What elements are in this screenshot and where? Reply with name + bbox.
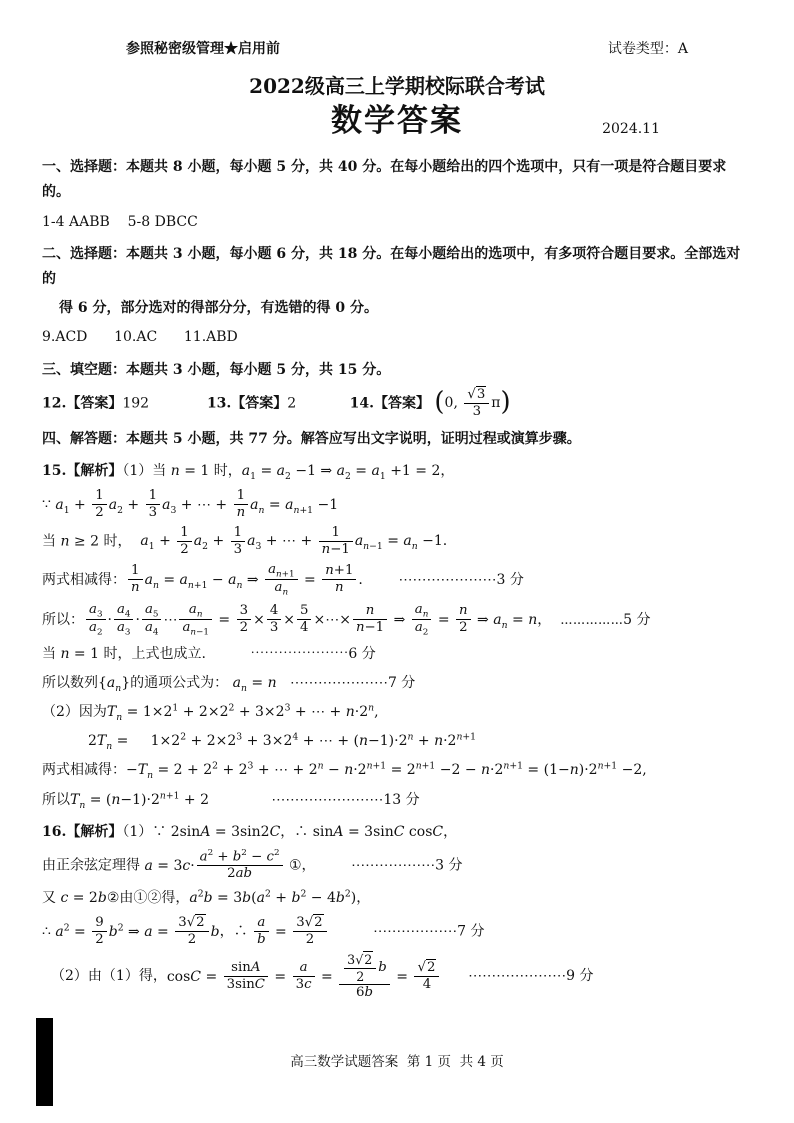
problem-15-line-1: 15.【解析】（1）当 n = 1 时，$a_1 = a_2 -1$ ⇒ $a_2 = a_1 +1 = 2$， [42,462,455,482]
subject-title-row [42,101,752,141]
problem-16-line-3: 又 c = 2b②由①②得，$a^2b = 3b(a^2 + b^2 - 4b^2)$， [42,888,371,907]
problem-16-line-1: 16.【解析】（1）∵ 2sinA = 3sin2C，∴ sinA = 3sinC cosC， [42,823,458,840]
page-footer: 高三数学试题答案 第 1 页 共 4 页 [290,1054,504,1070]
section-1-title: 一、选择题：本题共 8 小题，每小题 5 分，共 40 分。在每小题给出的四个选项中，只有一项是符合题目要求的。 [42,159,727,201]
section-3-fill-in-answers: 12.【答案】192 13.【答案】2 14.【答案】 (0, $\frac{√3}{3}$ π) [42,386,511,419]
problem-16-line-4: ∴ $a^2$ = $\frac{9}{2}$ $b^2$ ⇒ a = $\frac{3√2}{2}$ b，∴ $\frac{a}{b}$ = $\frac{3√2}{2}$ ⋯⋯⋯⋯⋯⋯7 分 [42,915,485,948]
exam-title: 2022级高三上学期校际联合考试 [249,74,545,98]
problem-15-line-8: （2）因为$T_n = 1\times 2^1 + 2\times 2^2 + 3\times 2^3$ + ⋯ + $n\cdot 2^n$, [42,702,379,723]
paper-type-label: 试卷类型：A [607,41,688,57]
section-2-title-line-1: 二、选择题：本题共 3 小题，每小题 6 分，共 18 分。在每小题给出的选项中，有多项符合题目要求。全部选对的 [42,245,741,288]
section-4-title: 四、解答题：本题共 5 小题，共 77 分。解答应写出文字说明，证明过程或演算步骤。 [42,430,581,447]
section-1-answers: 1-4 AABB 5-8 DBCC [42,213,198,230]
problem-15-line-6: 当 n = 1 时，上式也成立. ⋯⋯⋯⋯⋯⋯⋯6 分 [42,645,376,662]
subject-title: 数学答案 [331,103,463,139]
exam-date: 2024.11 [602,121,660,138]
section-3-title: 三、填空题：本题共 3 小题，每小题 5 分，共 15 分。 [42,361,391,378]
problem-15-line-11: 所以$T_n = (n-1)\cdot 2^{n+1} + 2$ ⋯⋯⋯⋯⋯⋯⋯⋯13 分 [42,789,420,811]
problem-15-line-3: 当 n ≥ 2 时， $a_1$ + $\frac{1}{2}$ $a_2$ + $\frac{1}{3}$ $a_3$ + ⋯ + $\frac{1}{n-1}$ $a_{n-1} = a_n -1$. [42,524,448,557]
section-2-answers: 9.ACD 10.AC 11.ABD [42,329,238,346]
problem-15-line-2: ∵ $a_1$ + $\frac{1}{2}$ $a_2$ + $\frac{1}{3}$ $a_3$ + ⋯ + $\frac{1}{n}$ $a_n = a_{n+1} -1$ [42,488,339,521]
security-label: 参照秘密级管理★启用前 [126,41,280,57]
page-header [42,38,752,58]
problem-15-line-7: 所以数列$\{a_n\}$的通项公式为： $a_n = n$ ⋯⋯⋯⋯⋯⋯⋯7 分 [42,674,416,694]
problem-15-line-4: 两式相减得： $\frac{1}{n}$ $a_n = a_{n+1} - a_n$ ⇒ $\frac{a_{n+1}}{a_n}$ = $\frac{n+1}{n}$ . ⋯⋯⋯⋯⋯⋯⋯3 分 [42,561,524,598]
problem-15-line-9: $2T_n$ = $1\times 2^2 + 2\times 2^3 + 3\times 2^4$ + ⋯ + $(n-1)\cdot 2^n + n\cdot 2^{n+1}$ [88,731,477,752]
problem-15-line-10: 两式相减得：$-T_n = 2 + 2^2 + 2^3$ + ⋯ + $2^n - n\cdot 2^{n+1} = 2^{n+1} -2 - n\cdot 2^{n+1} = (1-n)\cdot 2^{n+1} -2$, [42,760,647,782]
problem-15-line-5: 所以： $\frac{a_3}{a_2}$ · $\frac{a_4}{a_3}$ · $\frac{a_5}{a_4}$ ⋯ $\frac{a_n}{a_{n-1}}$ = $\frac{3}{2}$ × $\frac{4}{3}$ × $\frac{5}{4}$ ×⋯× $\frac{n}{n-1}$ ⇒ $\frac{a_n}{a_2}$ = $\frac{n}{2}$ ⇒ $a_n = n$， ⋯⋯⋯⋯⋯5 分 [42,601,651,638]
section-2-title-line-2: 得 6 分，部分选对的得部分分，有选错的得 0 分。 [59,300,378,317]
problem-16-line-2: 由正余弦定理得 a = 3c· $\frac{a^2 + b^2 - c^2}{2ab}$ ①， ⋯⋯⋯⋯⋯⋯3 分 [42,847,463,882]
problem-16-line-5: （2）由（1）得，cosC = $\frac{\sin A}{3\sin C}$ = $\frac{a}{3c}$ = $\frac{3√2}{2}$ b 6b = $\frac{√2}{4}$ ⋯⋯⋯⋯⋯⋯⋯9 分 [51,952,594,1000]
scan-artifact-bar [36,1018,53,1106]
